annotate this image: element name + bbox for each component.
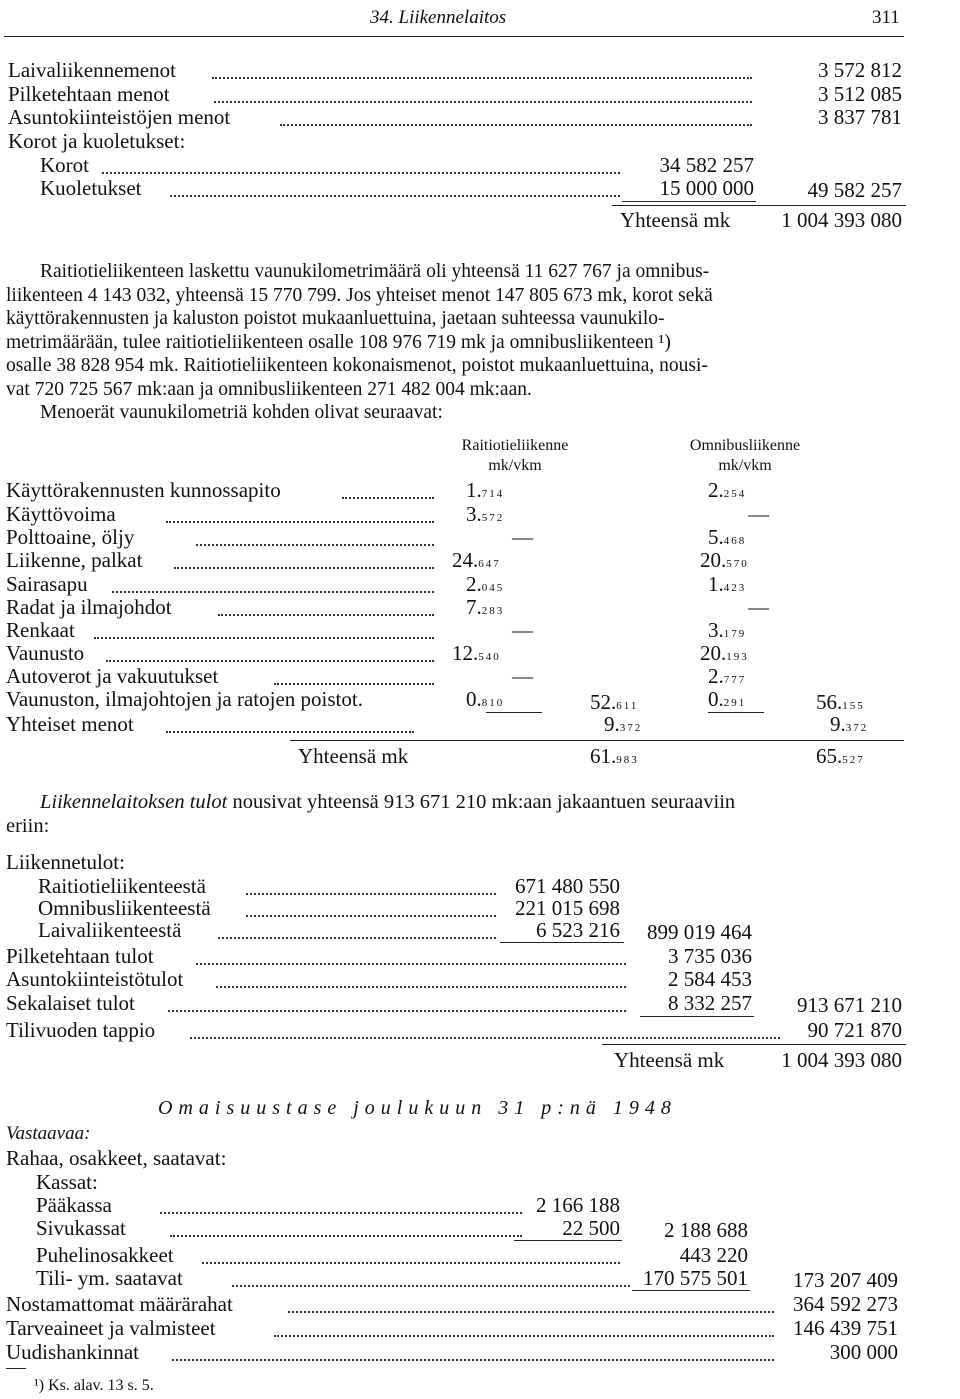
balance-label: Pääkassa	[36, 1193, 112, 1217]
sub-rule	[514, 1240, 622, 1241]
cost-row-label: Liikenne, palkat	[6, 548, 143, 572]
balance-side-label: Vastaavaa:	[6, 1123, 91, 1144]
leader-dots	[196, 543, 434, 546]
omnibus-value: 2.254	[708, 478, 747, 502]
leader-dots	[170, 194, 620, 197]
sub-rule	[622, 201, 756, 202]
raitiotie-dash: —	[512, 664, 533, 688]
leader-dots	[190, 1036, 780, 1039]
leader-dots	[202, 1261, 620, 1264]
total-rule	[612, 205, 906, 206]
leader-dots	[106, 659, 434, 662]
leader-dots	[274, 682, 434, 685]
expense-label: Pilketehtaan menot	[8, 82, 170, 106]
leader-dots	[168, 1009, 626, 1012]
income-mid: 899 019 464	[647, 920, 752, 944]
omnibus-subtotal: 9.372	[830, 712, 869, 736]
expense-sub: 34 582 257	[659, 153, 754, 177]
income-label: Raitiotieliikenteestä	[38, 874, 206, 898]
cost-row-label: Yhteiset menot	[6, 712, 134, 736]
balance-title: Omaisuustase joulukuun 31 p:nä 1948	[158, 1097, 677, 1119]
leader-dots	[214, 100, 752, 103]
raitiotie-value: 12.540	[452, 641, 501, 665]
balance-total: 364 592 273	[793, 1292, 898, 1316]
income-intro-italic: Liikennelaitoksen tulot	[40, 791, 228, 813]
leader-dots	[170, 1234, 522, 1237]
total-rule	[290, 740, 904, 741]
total-rule	[602, 1044, 906, 1045]
expenses-total-value: 1 004 393 080	[781, 208, 902, 232]
omnibus-value: 2.777	[708, 664, 747, 688]
leader-dots	[160, 1211, 522, 1214]
omnibus-dash: —	[748, 502, 769, 526]
cost-row-label: Käyttövoima	[6, 502, 116, 526]
leader-dots	[166, 520, 434, 523]
cost-row-label: Käyttörakennusten kunnossapito	[6, 478, 281, 502]
balance-subgroup-label: Kassat:	[36, 1170, 98, 1194]
column-head-raitiotie: Raitiotieliikenne mk/vkm	[461, 437, 569, 474]
cost-row-label: Vaunusto	[6, 641, 85, 665]
omnibus-value: 20.570	[700, 548, 749, 572]
leader-dots	[288, 1310, 774, 1313]
income-total-value: 1 004 393 080	[781, 1048, 902, 1072]
raitiotie-dash: —	[512, 525, 533, 549]
sub-rule	[640, 1016, 754, 1017]
raitiotie-value: 0.810	[466, 687, 505, 711]
paragraph-line: liikenteen 4 143 032, yhteensä 15 770 799. Jos yhteiset menot 147 805 673 mk, korot sekä	[6, 284, 713, 306]
raitiotie-dash: —	[512, 618, 533, 642]
balance-mid: 443 220	[679, 1243, 748, 1267]
balance-label: Uudishankinnat	[6, 1340, 139, 1364]
raitiotie-total: 61.983	[590, 744, 639, 768]
balance-sub: 2 166 188	[536, 1193, 620, 1217]
expense-total: 49 582 257	[807, 178, 902, 202]
paragraph-line: käyttörakennusten ja kaluston poistot mukaanluettuina, jaetaan suhteessa vaunukilo-	[6, 308, 665, 329]
omnibus-dash: —	[748, 595, 769, 619]
sub-rule	[632, 1290, 750, 1291]
footnote: ¹) Ks. alav. 13 s. 5.	[34, 1377, 154, 1394]
leader-dots	[94, 636, 434, 639]
income-mid: 2 584 453	[668, 967, 752, 991]
expense-total: 3 512 085	[818, 82, 902, 106]
omnibus-value: 20.193	[700, 641, 749, 665]
expense-label: Laivaliikennemenot	[8, 58, 176, 82]
leader-dots	[274, 1334, 774, 1337]
income-mid: 8 332 257	[668, 991, 752, 1015]
raitiotie-value: 24.647	[452, 548, 501, 572]
raitiotie-value: 3.572	[466, 502, 505, 526]
balance-mid: 2 188 688	[664, 1218, 748, 1242]
paragraph-line: osalle 38 828 954 mk. Raitiotieliikenteen kokonaismenot, poistot mukaanluettuina, nousi-	[6, 355, 708, 376]
income-total-label: Yhteensä mk	[614, 1048, 725, 1072]
leader-dots	[342, 496, 434, 499]
balance-sub: 22 500	[562, 1216, 620, 1240]
income-total: 913 671 210	[797, 993, 902, 1017]
balance-total: 300 000	[829, 1340, 898, 1364]
omnibus-value: 1.423	[708, 572, 747, 596]
income-mid: 3 735 036	[668, 944, 752, 968]
raitiotie-value: 7.283	[466, 595, 505, 619]
balance-label: Sivukassat	[36, 1216, 126, 1240]
raitiotie-subtotal: 52.611	[590, 690, 639, 714]
leader-dots	[196, 962, 626, 965]
leader-dots	[246, 914, 496, 917]
paragraph-line: Raitiotieliikenteen laskettu vaunukilometrimäärä oli yhteensä 11 627 767 ja omnibus-	[40, 261, 710, 282]
paragraph-line: metrimäärään, tulee raitiotieliikenteen osalle 108 976 719 mk ja omnibusliikenteen ¹)	[6, 331, 671, 353]
leader-dots	[232, 1284, 630, 1287]
income-label: Tilivuoden tappio	[6, 1018, 156, 1042]
expenses-total-label: Yhteensä mk	[620, 208, 731, 232]
income-label: Asuntokiinteistötulot	[6, 967, 184, 991]
income-label: Laivaliikenteestä	[38, 918, 182, 942]
income-intro-rest: nousivat yhteensä 913 671 210 mk:aan jakaantuen seuraaviin	[232, 791, 736, 813]
sub-rule	[486, 712, 542, 713]
balance-label: Nostamattomat määrärahat	[6, 1292, 233, 1316]
raitiotie-subtotal: 9.372	[604, 712, 643, 736]
header-rule	[4, 36, 904, 37]
balance-label: Tarveaineet ja valmisteet	[6, 1316, 216, 1340]
leader-dots	[166, 730, 414, 733]
income-sub: 671 480 550	[515, 874, 620, 898]
balance-group-label: Rahaa, osakkeet, saatavat:	[6, 1146, 227, 1170]
income-sub: 6 523 216	[536, 918, 620, 942]
omnibus-value: 3.179	[708, 618, 747, 642]
income-label: Omnibusliikenteestä	[38, 896, 211, 920]
cost-row-label: Radat ja ilmajohdot	[6, 595, 172, 619]
footnote-rule	[6, 1368, 26, 1369]
column-head-omnibus: Omnibusliikenne mk/vkm	[689, 437, 801, 474]
income-head: Liikennetulot:	[6, 850, 125, 874]
cost-allocation-paragraph	[6, 260, 906, 425]
expense-group-label: Korot ja kuoletukset:	[8, 129, 186, 153]
expense-label: Kuoletukset	[40, 176, 142, 200]
leader-dots	[216, 985, 626, 988]
sub-rule	[708, 712, 764, 713]
leader-dots	[280, 123, 752, 126]
omnibus-subtotal: 56.155	[816, 690, 865, 714]
cost-total-label: Yhteensä mk	[298, 744, 409, 768]
expense-total: 3 572 812	[818, 58, 902, 82]
running-header: 34. Liikennelaitos	[370, 7, 507, 28]
page-number: 311	[872, 7, 900, 28]
leader-dots	[246, 892, 496, 895]
omnibus-value: 0.291	[708, 687, 747, 711]
leader-dots	[174, 566, 434, 569]
leader-dots	[172, 1358, 774, 1361]
omnibus-total: 65.527	[816, 744, 865, 768]
raitiotie-value: 1.714	[466, 478, 505, 502]
income-label: Pilketehtaan tulot	[6, 944, 154, 968]
expense-label: Asuntokiinteistöjen menot	[8, 105, 231, 129]
leader-dots	[218, 613, 434, 616]
cost-row-label: Autoverot ja vakuutukset	[6, 664, 219, 688]
income-label: Sekalaiset tulot	[6, 991, 135, 1015]
leader-dots	[112, 590, 434, 593]
income-total: 90 721 870	[807, 1018, 902, 1042]
leader-dots	[218, 936, 496, 939]
balance-label: Puhelinosakkeet	[36, 1243, 174, 1267]
balance-total: 146 439 751	[793, 1316, 898, 1340]
expense-label: Korot	[40, 153, 89, 177]
cost-row-label: Renkaat	[6, 618, 75, 642]
balance-label: Tili- ym. saatavat	[36, 1266, 183, 1290]
cost-row-label: Vaunuston, ilmajohtojen ja ratojen poistot.	[6, 687, 363, 711]
income-intro-line2: eriin:	[6, 815, 50, 837]
expense-sub: 15 000 000	[659, 176, 754, 200]
menoerat-intro: Menoerät vaunukilometriä kohden olivat seuraavat:	[40, 402, 443, 423]
income-sub: 221 015 698	[515, 896, 620, 920]
leader-dots	[102, 171, 620, 174]
balance-total: 173 207 409	[793, 1268, 898, 1292]
expense-total: 3 837 781	[818, 105, 902, 129]
cost-row-label: Sairasapu	[6, 572, 88, 596]
omnibus-value: 5.468	[708, 525, 747, 549]
balance-mid: 170 575 501	[643, 1266, 748, 1290]
leader-dots	[212, 76, 752, 79]
raitiotie-value: 2.045	[466, 572, 505, 596]
paragraph-line: vat 720 725 567 mk:aan ja omnibusliikenteen 271 482 004 mk:aan.	[6, 378, 532, 400]
income-intro	[40, 792, 735, 813]
cost-row-label: Polttoaine, öljy	[6, 525, 135, 549]
sub-rule	[500, 942, 624, 943]
